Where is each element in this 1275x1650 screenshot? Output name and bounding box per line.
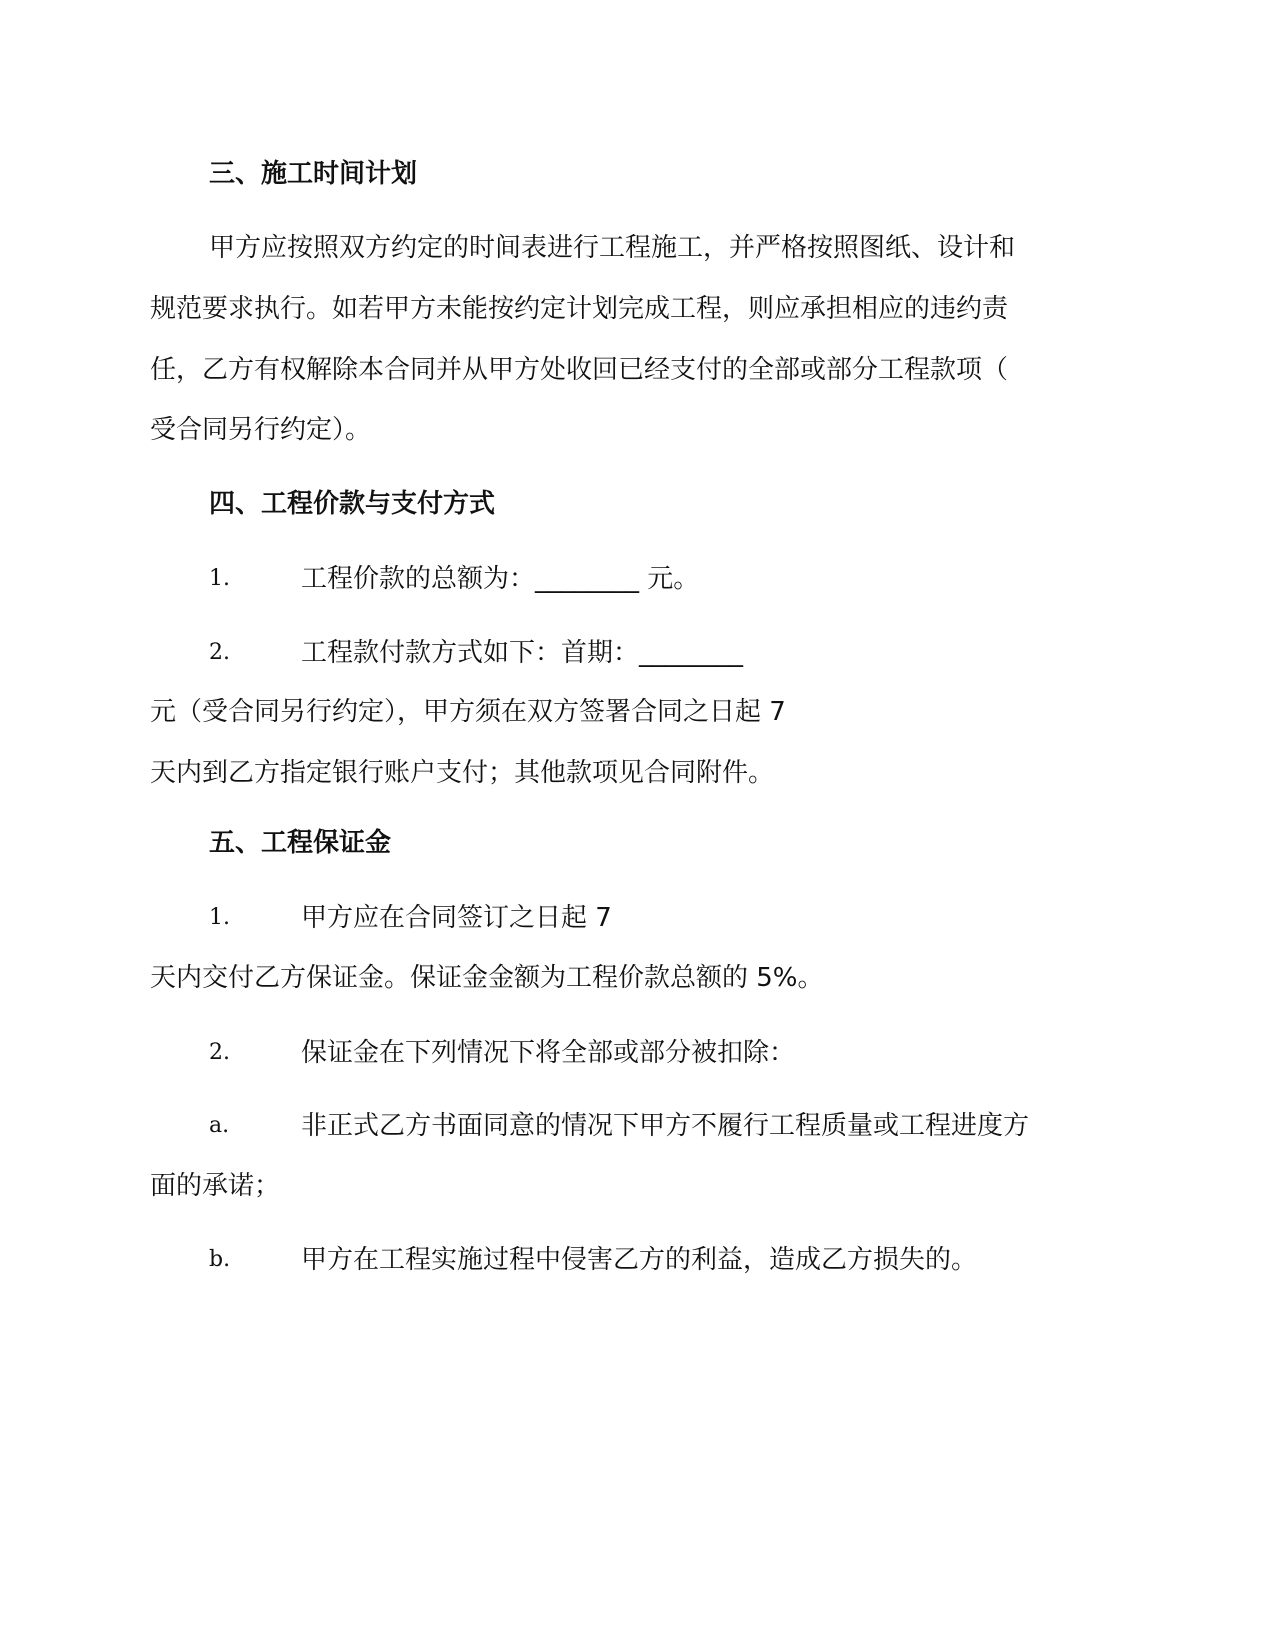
section-5-item-1-text: 甲方应在合同签订之日起 7: [301, 903, 612, 933]
section-5-item-a-marker: a.: [209, 1113, 230, 1138]
section-5-item-b-text: 甲方在工程实施过程中侵害乙方的利益，造成乙方损失的。: [301, 1245, 978, 1275]
section-4-item-1-marker: 1.: [209, 566, 230, 591]
section-4-heading: 四、工程价款与支付方式: [209, 489, 496, 519]
section-3-paragraph-line-4: 受合同另行约定）。: [150, 415, 372, 445]
section-3-paragraph-line-1: 甲方应按照双方约定的时间表进行工程施工，并严格按照图纸、设计和: [209, 233, 1016, 263]
section-4-item-1-text: 工程价款的总额为：________ 元。: [301, 564, 700, 594]
section-4-item-2-marker: 2.: [209, 640, 230, 665]
section-5-item-1-marker: 1.: [209, 905, 230, 930]
section-4-item-2-text: 工程款付款方式如下：首期：________: [301, 638, 744, 668]
section-3-paragraph-line-2: 规范要求执行。如若甲方未能按约定计划完成工程，则应承担相应的违约责: [150, 294, 1009, 324]
section-3-paragraph-line-3: 任，乙方有权解除本合同并从甲方处收回已经支付的全部或部分工程款项（: [150, 355, 1009, 385]
section-4-item-2-continuation-1: 元（受合同另行约定），甲方须在双方签署合同之日起 7: [150, 697, 786, 727]
section-4-item-2-continuation-2: 天内到乙方指定银行账户支付；其他款项见合同附件。: [150, 758, 775, 788]
section-3-heading: 三、施工时间计划: [209, 159, 418, 189]
section-5-item-1-continuation: 天内交付乙方保证金。保证金金额为工程价款总额的 5%。: [150, 963, 824, 993]
section-5-heading: 五、工程保证金: [209, 828, 392, 858]
section-5-item-a-continuation: 面的承诺；: [150, 1171, 281, 1201]
section-5-item-2-marker: 2.: [209, 1040, 230, 1065]
section-5-item-2-text: 保证金在下列情况下将全部或部分被扣除：: [301, 1038, 796, 1068]
section-5-item-a-text: 非正式乙方书面同意的情况下甲方不履行工程质量或工程进度方: [301, 1111, 1030, 1141]
section-5-item-b-marker: b.: [209, 1247, 231, 1272]
